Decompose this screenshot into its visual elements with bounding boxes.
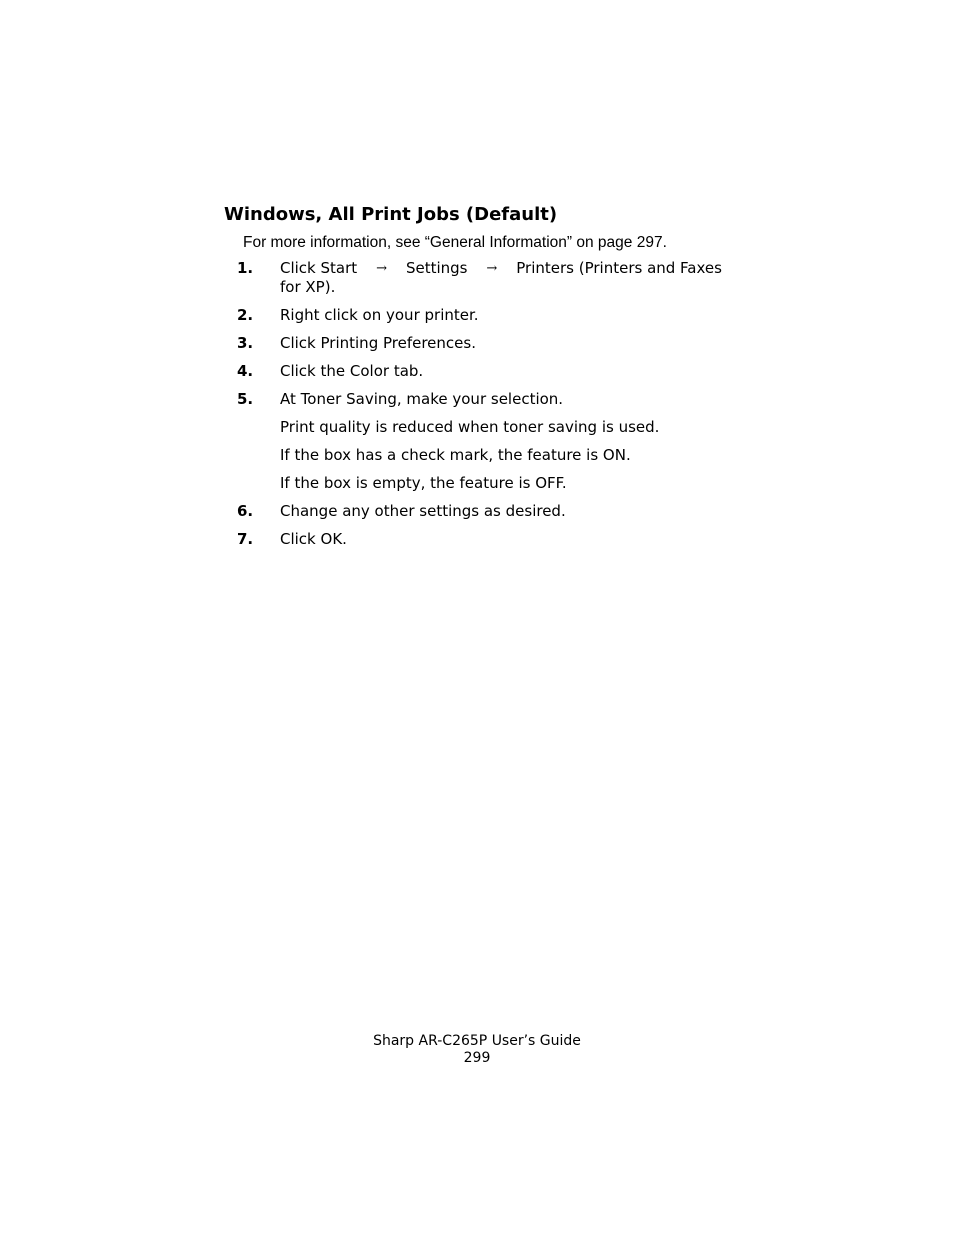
note-text: Print quality is reduced when toner saving is used. <box>280 418 660 436</box>
step-text: Click Printing Preferences. <box>280 334 476 352</box>
section-heading: Windows, All Print Jobs (Default) <box>224 204 558 225</box>
step-1-line <box>280 259 722 278</box>
step-number: 5. <box>237 390 254 408</box>
step-number: 6. <box>237 502 254 520</box>
step-text: At Toner Saving, make your selection. <box>280 390 564 408</box>
footer-guide-title: Sharp AR-C265P User’s Guide <box>373 1033 581 1049</box>
step-text <box>280 259 725 297</box>
step-number: 7. <box>237 530 254 548</box>
step-number: 2. <box>237 306 254 324</box>
step-text: Click the Color tab. <box>280 362 424 380</box>
note-text: If the box is empty, the feature is OFF. <box>280 474 567 492</box>
step-1-part-printers: Printers (Printers and Faxes <box>516 259 722 277</box>
step-number: 3. <box>237 334 254 352</box>
intro-text: For more information, see “General Information” on page 297. <box>243 234 667 251</box>
step-1-part-settings: Settings <box>405 259 468 277</box>
step-text: Right click on your printer. <box>280 306 479 324</box>
step-1-continuation: for XP). <box>280 278 336 296</box>
right-arrow-icon: → <box>486 261 498 276</box>
footer-page-number: 299 <box>463 1050 491 1066</box>
note-text: If the box has a check mark, the feature is ON. <box>280 446 631 464</box>
step-1-part-start: Click Start <box>280 259 358 277</box>
step-text: Click OK. <box>280 530 347 548</box>
right-arrow-icon: → <box>376 261 387 276</box>
step-number: 1. <box>237 259 254 277</box>
step-number: 4. <box>237 362 254 380</box>
step-text: Change any other settings as desired. <box>280 502 566 520</box>
